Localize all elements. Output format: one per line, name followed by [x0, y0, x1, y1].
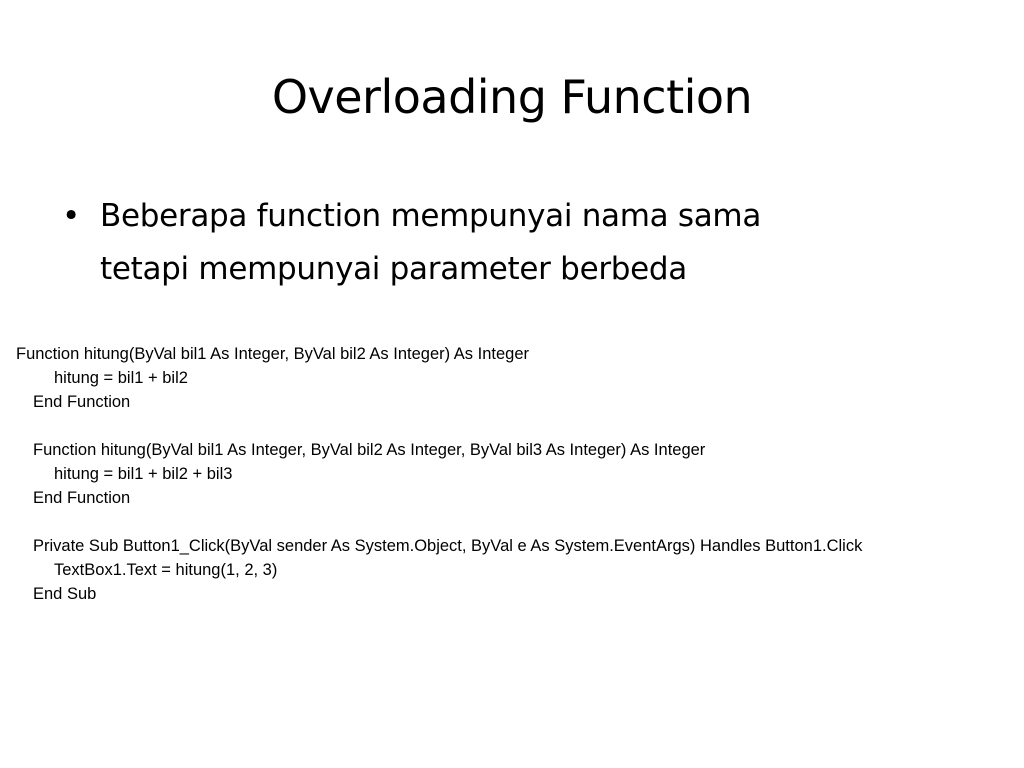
slide-title: Overloading Function — [271, 70, 753, 124]
code-line: hitung = bil1 + bil2 — [54, 369, 188, 387]
code-line-blank — [16, 414, 1024, 438]
code-line: hitung = bil1 + bil2 + bil3 — [54, 465, 233, 483]
bullet-text-line: Beberapa function mempunyai nama sama — [100, 198, 762, 234]
code-line-blank — [16, 510, 1024, 534]
code-line: Function hitung(ByVal bil1 As Integer, ByVal bil2 As Integer, ByVal bil3 As Integer) As Integer — [33, 441, 706, 459]
code-line: Function hitung(ByVal bil1 As Integer, ByVal bil2 As Integer) As Integer — [16, 345, 530, 363]
bullet-item — [58, 190, 958, 296]
bullet-list — [58, 190, 958, 296]
code-line: Private Sub Button1_Click(ByVal sender As System.Object, ByVal e As System.EventArgs) Handles Button1.Click — [33, 537, 863, 555]
code-line: TextBox1.Text = hitung(1, 2, 3) — [54, 561, 278, 579]
code-line: End Sub — [33, 585, 97, 603]
bullet-text-line: tetapi mempunyai parameter berbeda — [100, 251, 688, 287]
code-line: End Function — [33, 489, 131, 507]
code-line: End Function — [33, 393, 131, 411]
code-block — [16, 342, 1024, 606]
bullet-icon: • — [62, 198, 80, 234]
